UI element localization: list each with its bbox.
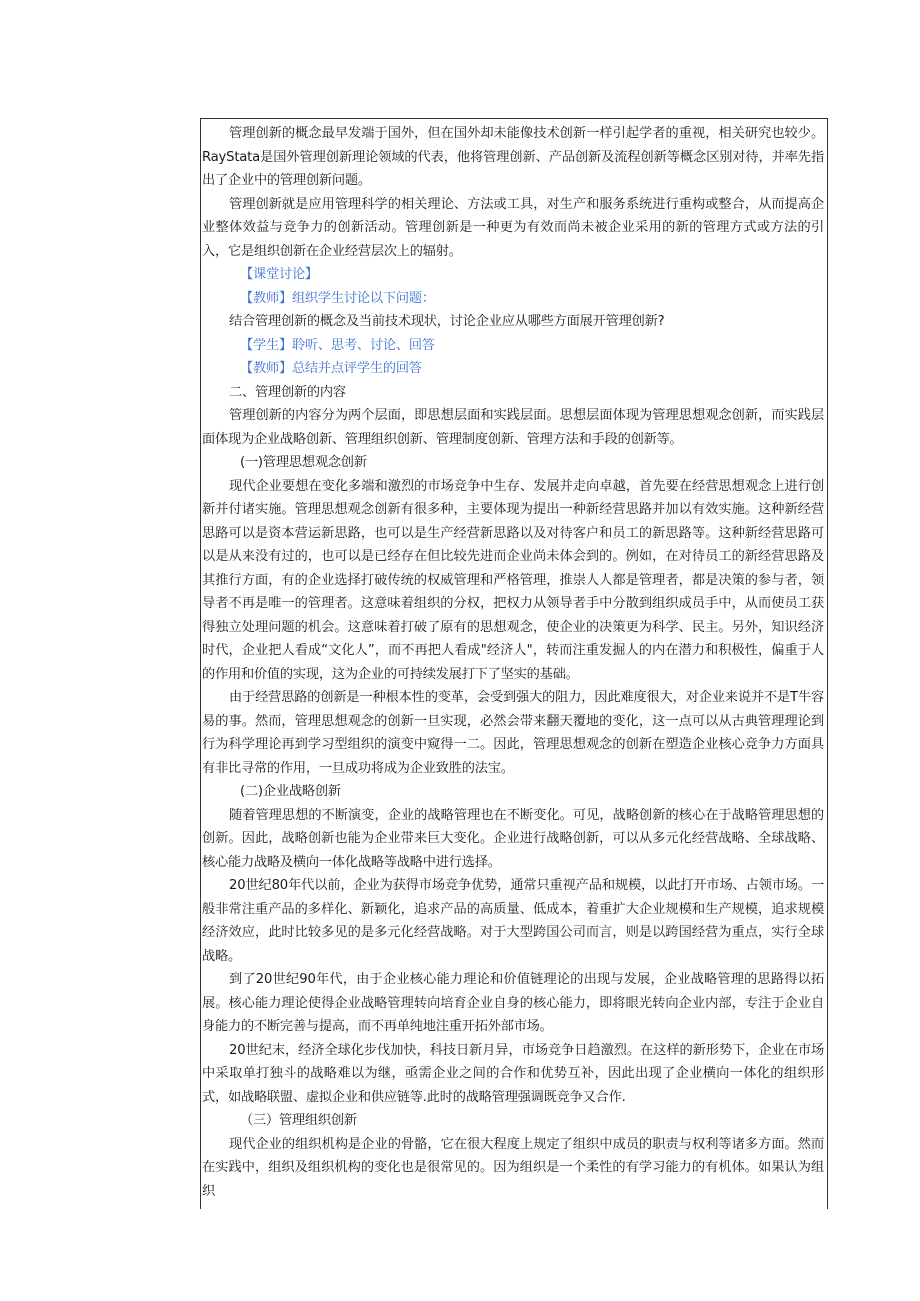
document-content: [202, 122, 824, 1203]
subsection-heading: (一)管理思想观念创新: [240, 455, 367, 470]
paragraph: 管理创新就是应用管理科学的相关理论、方法或工具，对生产和服务系统进行重构或整合，从而提高企业整体效益与竞争力的创新活动。管理创新是一种更为有效而尚未被企业采用的新的管理方式或方法的引入，它是组织创新在企业经营层次上的辐射。: [202, 196, 824, 259]
paragraph: 到了20世纪90年代，由于企业核心能力理论和价值链理论的出现与发展，企业战略管理的思路得以拓展。核心能力理论使得企业战略管理转向培育企业自身的核心能力，即将眼光转向企业内部，专注于企业自身能力的不断完善与提高，而不再单纯地注重开拓外部市场。: [202, 972, 824, 1034]
discussion-question: 结合管理创新的概念及当前技术现状，讨论企业应从哪些方面展开管理创新?: [229, 314, 665, 329]
paragraph: 现代企业要想在变化多端和激烈的市场竞争中生存、发展并走向卓越，首先要在经营思想观念上进行创新并付诸实施。管理思想观念创新有很多种，主要体现为提出一种新经营思路并加以有效实施。这种新经营思路可以是资本营运新思路，也可以是生产经营新思路以及对待客户和员工的新思路等。这种新经营思路可以是从来没有过的，也可以是已经存在但比较先进而企业尚未体会到的。例如，在对待员工的新经营思路及其推行方面，有的企业选择打破传统的权威管理和严格管理，推崇人人都是管理者，都是决策的参与者，领导者不再是唯一的管理者。这意味着组织的分权，把权力从领导者手中分散到组织成员手中，从而使员工获得独立处理问题的机会。这意味着打破了原有的思想观念，使企业的决策更为科学、民主。另外，知识经济时代，企业把人看成“文化人”，而不再把人看成"经济人"，转而注重发掘人的内在潜力和积极性，偏重于人的作用和价值的实现，这为企业的可持续发展打下了坚实的基础。: [202, 478, 824, 682]
paragraph: 现代企业的组织机构是企业的骨骼，它在很大程度上规定了组织中成员的职责与权利等诸多方面。然而在实践中，组织及组织机构的变化也是很常见的。因为组织是一个柔性的有学习能力的有机体。如果认为组织: [202, 1136, 824, 1199]
teacher-instruction: 【教师】组织学生讨论以下问题：: [240, 290, 435, 306]
class-discussion-label: 【课堂讨论】: [240, 267, 318, 282]
subsection-heading: （三）管理组织创新: [240, 1113, 357, 1128]
paragraph: 由于经营思路的创新是一种根本性的变革，会受到强大的阻力，因此难度很大，对企业来说并不是T牛容易的事。然而，管理思想观念的创新一旦实现，必然会带来翻天覆地的变化，这一点可以从古典管理理论到行为科学理论再到学习型组织的演变中窥得一二。因此，管理思想观念的创新在塑造企业核心竞争力方面具有非比寻常的作用，一旦成功将成为企业致胜的法宝。: [202, 690, 824, 776]
paragraph: 20世纪80年代以前，企业为获得市场竞争优势，通常只重视产品和规模，以此打开市场、占领市场。一般非常注重产品的多样化、新颖化，追求产品的高质量、低成本，着重扩大企业规模和生产规模，追求规模经济效应，此时比较多见的是多元化经营战略。对于大型跨国公司而言，则是以跨国经营为重点，实行全球战略。: [202, 878, 824, 964]
paragraph: 20世纪末，经济全球化步伐加快，科技日新月异，市场竞争日趋激烈。在这样的新形势下，企业在市场中采取单打独斗的战略难以为继，亟需企业之间的合作和优势互补，因此出现了企业横向一体化的组织形式，如战略联盟、虚拟企业和供应链等.此时的战略管理强调既竞争又合作.: [202, 1042, 824, 1105]
subsection-heading: (二)企业战略创新: [240, 784, 341, 799]
student-activity: 【学生】聆听、思考、讨论、回答: [240, 337, 435, 353]
paragraph: 管理创新的概念最早发端于国外，但在国外却未能像技术创新一样引起学者的重视，相关研究也较少。RayStata是国外管理创新理论领域的代表，他将管理创新、产品创新及流程创新等概念区别对待，并率先指出了企业中的管理创新问题。: [202, 126, 824, 188]
paragraph: 管理创新的内容分为两个层面，即思想层面和实践层面。思想层面体现为管理思想观念创新，而实践层面体现为企业战略创新、管理组织创新、管理制度创新、管理方法和手段的创新等。: [202, 408, 824, 447]
paragraph: 随着管理思想的不断演变，企业的战略管理也在不断变化。可见，战略创新的核心在于战略管理思想的创新。因此，战略创新也能为企业带来巨大变化。企业进行战略创新，可以从多元化经营战略、全球战略、核心能力战略及横向一体化战略等战略中进行选择。: [202, 807, 824, 870]
teacher-summary: 【教师】总结并点评学生的回答: [240, 361, 422, 376]
section-heading: 二、管理创新的内容: [229, 384, 346, 400]
